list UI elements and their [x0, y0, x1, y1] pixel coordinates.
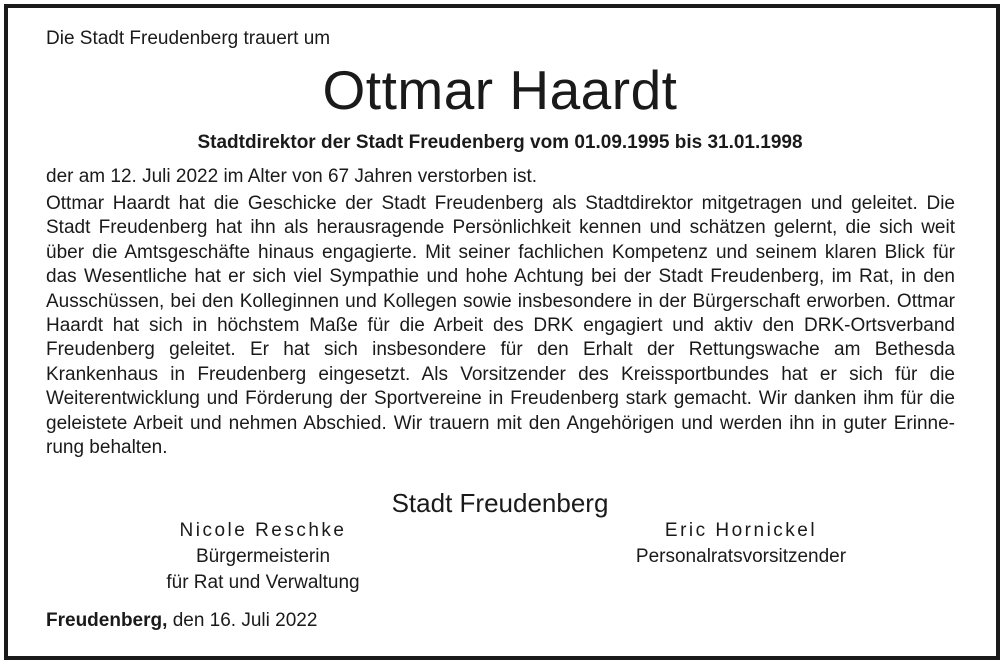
- signatory-title-line2: für Rat und Verwaltung: [166, 572, 360, 593]
- date-text: den 16. Juli 2022: [172, 610, 318, 631]
- death-statement: der am 12. Juli 2022 im Alter von 67 Jahren verstorben ist.: [46, 166, 538, 187]
- place-date: [46, 610, 317, 632]
- signatory-title: Personalratsvorsitzender: [635, 546, 847, 567]
- deceased-role: Stadtdirektor der Stadt Freudenberg vom 01.09.1995 bis 31.01.1998: [197, 132, 803, 153]
- signatory-name: Eric Hornickel: [664, 520, 818, 541]
- intro-text: Die Stadt Freudenberg trauert um: [46, 28, 331, 49]
- organization-name: Stadt Freudenberg: [391, 488, 609, 518]
- signatory-title: Bürgermeisterin: [195, 546, 331, 567]
- signatory-name: Nicole Reschke: [179, 520, 347, 541]
- signatory-staff-council: [596, 518, 886, 570]
- deceased-name: Ottmar Haardt: [322, 59, 678, 121]
- place-name: Freudenberg,: [46, 610, 168, 631]
- signatory-mayor: [140, 518, 386, 596]
- body-text: Ottmar Haardt hat die Geschicke der Stadt Freudenberg als Stadtdirektor mitgetragen und geleitet. Die Stadt Freudenberg hat ihn als herausragende Persönlichkeit kennen und schätzen gelernt, die sich weit über die Amtsgeschäfte hinaus engagierte. Mit seiner fachlichen Kompetenz und seinem klaren Blick für das Wesentliche hat er sich viel Sympathie und hohe Achtung bei der Stadt Freudenberg, im Rat, in den Ausschüssen, bei den Kolleginnen und Kollegen sowie insbesondere in der Bürgerschaft erworben. Ottmar Haardt hat sich in höchstem Maße für die Arbeit des DRK engagiert und aktiv den DRK-Ortsverband Freudenberg geleitet. Er hat sich insbesondere für den Erhalt der Rettungswache am Bethesda Krankenhaus in Freudenberg eingesetzt. Als Vorsitzender des Kreissportbundes hat er sich für die Weiterentwicklung und Förderung der Sportvereine in Freudenberg stark gemacht. Wir danken ihm für die geleistete Arbeit und nehmen Abschied. Wir trauern mit den Angehörigen und werden ihn in guter Erinnerung behalten.: [46, 193, 955, 459]
